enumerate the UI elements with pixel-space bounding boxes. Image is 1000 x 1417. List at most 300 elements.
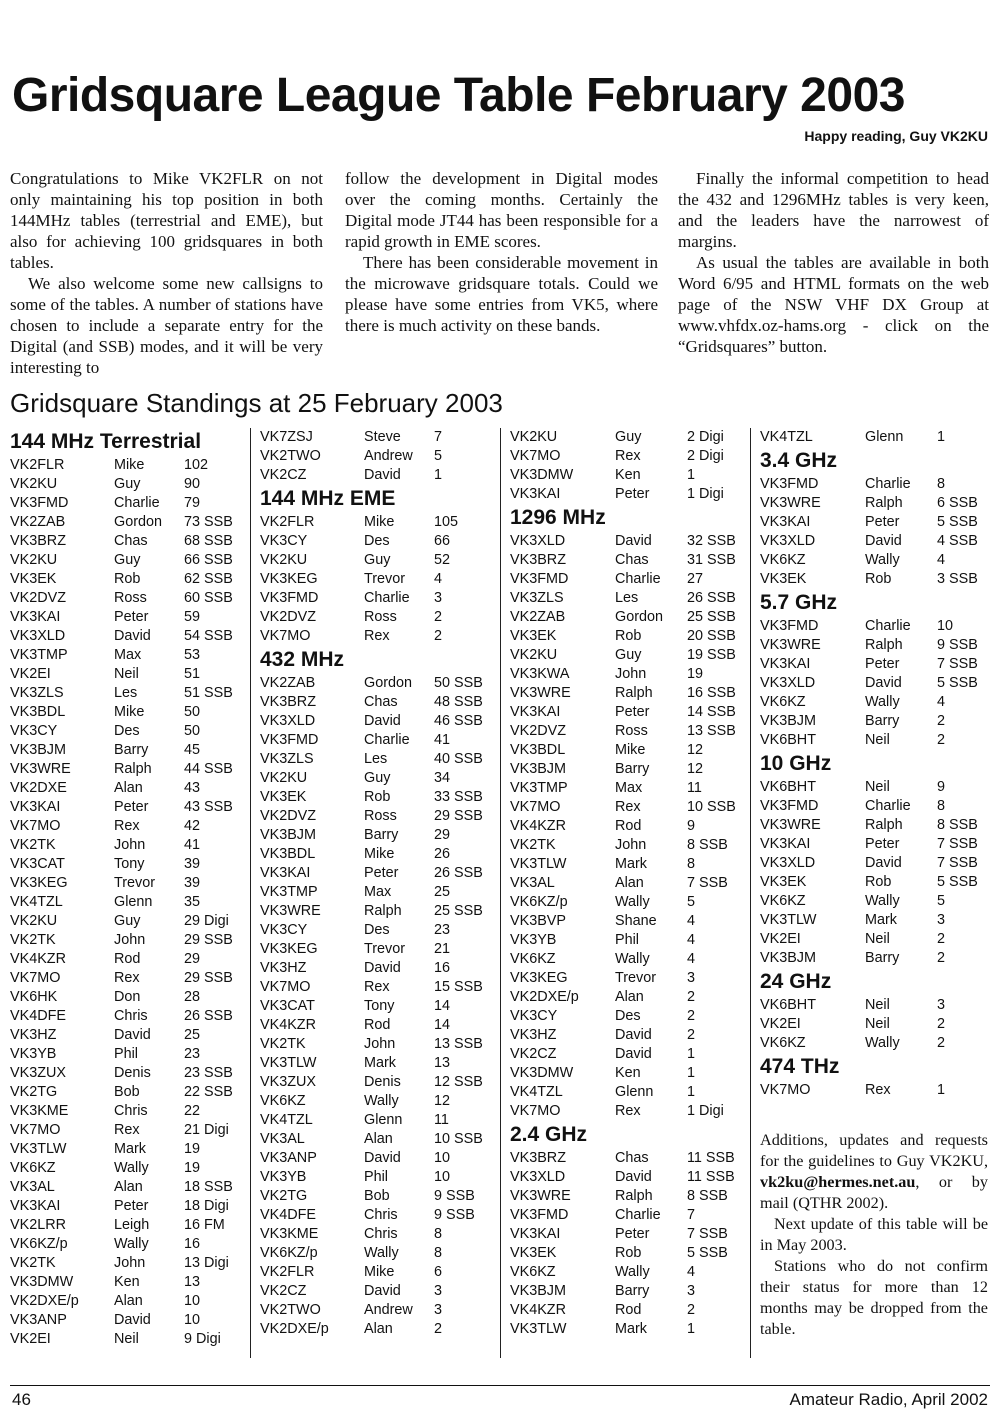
callsign: VK3EK <box>260 789 307 805</box>
table-row <box>260 712 496 731</box>
table-row <box>760 1034 988 1053</box>
callsign: VK2KU <box>10 913 58 929</box>
operator-name: Neil <box>865 779 890 795</box>
table-row <box>10 646 246 665</box>
callsign: VK2FLR <box>260 1264 315 1280</box>
operator-name: Trevor <box>114 875 156 891</box>
callsign: VK3YB <box>510 932 557 948</box>
score: 105 <box>434 514 459 530</box>
intro-column-3 <box>678 168 989 357</box>
operator-name: Guy <box>114 552 141 568</box>
callsign: VK3KAI <box>510 1226 561 1242</box>
table-row <box>760 674 988 693</box>
table-row <box>10 494 246 513</box>
callsign: VK2DVZ <box>260 808 316 824</box>
operator-name: Bob <box>114 1084 140 1100</box>
score: 31 SSB <box>687 552 736 568</box>
operator-name: Peter <box>865 836 900 852</box>
intro-paragraph: We also welcome some new callsigns to some of the tables. A number of stations have chosen to include a separate entry for the Digital (and SSB) modes, and it will be very interesting to <box>10 274 323 377</box>
table-row <box>510 589 746 608</box>
table-row <box>260 978 496 997</box>
callsign: VK2ZAB <box>260 675 316 691</box>
table-row <box>10 589 246 608</box>
table-row <box>510 779 746 798</box>
operator-name: Neil <box>865 732 890 748</box>
callsign: VK2FLR <box>10 457 65 473</box>
score: 11 <box>687 780 702 796</box>
operator-name: Guy <box>114 913 141 929</box>
table-row <box>10 456 246 475</box>
operator-name: Neil <box>114 666 139 682</box>
callsign: VK7MO <box>510 1103 561 1119</box>
score: 10 SSB <box>687 799 736 815</box>
table-row <box>260 750 496 769</box>
intro-column-1 <box>10 168 323 378</box>
table-row <box>510 798 746 817</box>
table-row <box>260 513 496 532</box>
callsign: VK3KAI <box>760 836 811 852</box>
operator-name: Alan <box>114 1293 143 1309</box>
table-row <box>10 1178 246 1197</box>
score: 48 SSB <box>434 694 483 710</box>
callsign: VK3BVP <box>510 913 566 929</box>
callsign: VK3WRE <box>510 685 571 701</box>
operator-name: Charlie <box>865 476 911 492</box>
score: 10 <box>434 1169 451 1185</box>
callsign: VK3WRE <box>760 637 821 653</box>
operator-name: Mike <box>114 457 145 473</box>
score: 3 <box>937 912 946 928</box>
score: 4 <box>687 951 696 967</box>
table-row <box>260 532 496 551</box>
table-row <box>10 1102 246 1121</box>
operator-name: David <box>114 1027 151 1043</box>
callsign: VK3XLD <box>760 675 816 691</box>
table-row <box>510 931 746 950</box>
operator-name: David <box>865 675 902 691</box>
table-row <box>510 1168 746 1187</box>
score: 4 <box>937 552 946 568</box>
operator-name: Ross <box>364 609 397 625</box>
operator-name: Neil <box>865 931 890 947</box>
score: 23 <box>434 922 451 938</box>
score: 1 <box>687 1065 696 1081</box>
score: 35 <box>184 894 201 910</box>
table-row <box>510 1244 746 1263</box>
operator-name: Les <box>615 590 639 606</box>
table-row <box>10 893 246 912</box>
table-row <box>760 570 988 589</box>
operator-name: Max <box>615 780 643 796</box>
operator-name: Andrew <box>364 1302 413 1318</box>
callsign: VK3EK <box>510 628 557 644</box>
table-row <box>760 835 988 854</box>
operator-name: Bob <box>364 1188 390 1204</box>
score: 43 <box>184 780 201 796</box>
callsign: VK3BJM <box>10 742 66 758</box>
callsign: VK6KZ <box>760 552 806 568</box>
table-row <box>760 911 988 930</box>
callsign: VK3XLD <box>260 713 316 729</box>
score: 3 <box>937 997 946 1013</box>
table-row <box>510 447 746 466</box>
callsign: VK6KZ <box>760 893 806 909</box>
score: 102 <box>184 457 209 473</box>
score: 6 <box>434 1264 443 1280</box>
callsign: VK6BHT <box>760 779 816 795</box>
notes-paragraph: Stations who do not confirm their status for more than 12 months may be dropped from the table. <box>760 1257 988 1338</box>
callsign: VK2DVZ <box>260 609 316 625</box>
operator-name: Ken <box>114 1274 140 1290</box>
score: 7 SSB <box>937 656 978 672</box>
table-row <box>510 1083 746 1102</box>
email-link[interactable]: vk2ku@hermes.net.au <box>760 1173 916 1191</box>
table-row <box>260 845 496 864</box>
score: 21 Digi <box>184 1122 229 1138</box>
callsign: VK3EK <box>10 571 57 587</box>
table-row <box>10 779 246 798</box>
callsign: VK3FMD <box>510 1207 569 1223</box>
callsign: VK2EI <box>10 666 51 682</box>
operator-name: Wally <box>615 951 650 967</box>
table-row <box>10 722 246 741</box>
callsign: VK2KU <box>260 552 308 568</box>
score: 22 SSB <box>184 1084 233 1100</box>
score: 13 SSB <box>687 723 736 739</box>
operator-name: Ken <box>615 1065 641 1081</box>
table-row <box>510 665 746 684</box>
column-divider <box>750 428 751 1358</box>
callsign: VK3HZ <box>10 1027 57 1043</box>
operator-name: Guy <box>364 552 391 568</box>
table-row <box>260 959 496 978</box>
callsign: VK3DMW <box>510 467 574 483</box>
table-row <box>760 532 988 551</box>
score: 9 <box>687 818 696 834</box>
score: 41 <box>434 732 451 748</box>
table-row <box>10 665 246 684</box>
score: 2 <box>937 931 946 947</box>
operator-name: John <box>615 666 647 682</box>
operator-name: Guy <box>364 770 391 786</box>
callsign: VK2DXE/p <box>10 1293 79 1309</box>
callsign: VK3BDL <box>10 704 66 720</box>
operator-name: Charlie <box>364 590 410 606</box>
table-row <box>510 912 746 931</box>
score: 5 <box>434 448 443 464</box>
table-row <box>260 1282 496 1301</box>
operator-name: Glenn <box>615 1084 654 1100</box>
operator-name: Rod <box>114 951 141 967</box>
callsign: VK3KAI <box>760 656 811 672</box>
callsign: VK3KAI <box>260 865 311 881</box>
table-row <box>10 627 246 646</box>
table-row <box>10 836 246 855</box>
table-row <box>760 494 988 513</box>
band-header: 1296 MHz <box>510 506 606 529</box>
operator-name: Des <box>114 723 140 739</box>
callsign: VK3KME <box>260 1226 319 1242</box>
callsign: VK3CY <box>260 533 308 549</box>
callsign: VK3KEG <box>10 875 68 891</box>
table-row <box>260 883 496 902</box>
callsign: VK3CAT <box>260 998 315 1014</box>
callsign: VK3BDL <box>510 742 566 758</box>
score: 2 <box>434 609 443 625</box>
callsign: VK2DXE/p <box>510 989 579 1005</box>
score: 2 <box>937 1016 946 1032</box>
table-row <box>510 1007 746 1026</box>
score: 4 <box>687 913 696 929</box>
table-row <box>10 1292 246 1311</box>
table-row <box>510 988 746 1007</box>
callsign: VK7MO <box>260 628 311 644</box>
magazine-issue: Amateur Radio, April 2002 <box>789 1390 988 1409</box>
table-row <box>760 617 988 636</box>
score: 7 SSB <box>687 875 728 891</box>
table-row <box>510 684 746 703</box>
operator-name: Neil <box>865 997 890 1013</box>
table-row <box>260 1187 496 1206</box>
callsign: VK2EI <box>10 1331 51 1347</box>
operator-name: Des <box>364 533 390 549</box>
callsign: VK2TG <box>10 1084 58 1100</box>
score: 15 SSB <box>434 979 483 995</box>
score: 8 <box>434 1226 443 1242</box>
callsign: VK6HK <box>10 989 58 1005</box>
score: 73 SSB <box>184 514 233 530</box>
score: 22 <box>184 1103 201 1119</box>
score: 11 <box>434 1112 449 1128</box>
score: 23 <box>184 1046 201 1062</box>
score: 8 <box>687 856 696 872</box>
operator-name: Peter <box>615 486 650 502</box>
callsign: VK2DVZ <box>510 723 566 739</box>
callsign: VK2CZ <box>510 1046 557 1062</box>
table-row <box>510 608 746 627</box>
operator-name: Ralph <box>615 1188 653 1204</box>
operator-name: Alan <box>114 1179 143 1195</box>
score: 1 <box>687 1321 696 1337</box>
operator-name: Andrew <box>364 448 413 464</box>
score: 79 <box>184 495 201 511</box>
operator-name: Charlie <box>615 1207 661 1223</box>
operator-name: Denis <box>364 1074 401 1090</box>
operator-name: Chris <box>364 1226 398 1242</box>
operator-name: Chris <box>114 1103 148 1119</box>
callsign: VK3YB <box>10 1046 57 1062</box>
table-row <box>260 807 496 826</box>
operator-name: Leigh <box>114 1217 150 1233</box>
score: 26 SSB <box>184 1008 233 1024</box>
table-row <box>510 551 746 570</box>
band-header: 144 MHz EME <box>260 487 396 510</box>
callsign: VK3KAI <box>10 609 61 625</box>
callsign: VK3ZUX <box>10 1065 66 1081</box>
table-row <box>260 428 496 447</box>
operator-name: Les <box>364 751 388 767</box>
page-number: 46 <box>12 1390 31 1409</box>
score: 14 SSB <box>687 704 736 720</box>
band-header: 144 MHz Terrestrial <box>10 430 202 453</box>
table-row <box>260 769 496 788</box>
operator-name: Rod <box>364 1017 391 1033</box>
table-column-2 <box>260 428 496 1339</box>
operator-name: David <box>114 628 151 644</box>
operator-name: Gordon <box>364 675 412 691</box>
table-column-1 <box>10 428 246 1349</box>
table-row <box>260 1073 496 1092</box>
operator-name: Tony <box>114 856 145 872</box>
operator-name: Steve <box>364 429 401 445</box>
operator-name: Charlie <box>615 571 661 587</box>
operator-name: Wally <box>615 1264 650 1280</box>
table-row <box>260 447 496 466</box>
score: 26 <box>434 846 451 862</box>
score: 7 SSB <box>687 1226 728 1242</box>
callsign: VK3TMP <box>10 647 68 663</box>
score: 7 SSB <box>937 855 978 871</box>
table-row <box>760 636 988 655</box>
callsign: VK6KZ <box>10 1160 56 1176</box>
table-row <box>260 731 496 750</box>
callsign: VK3FMD <box>760 798 819 814</box>
score: 9 Digi <box>184 1331 221 1347</box>
score: 2 <box>937 1035 946 1051</box>
callsign: VK3KEG <box>510 970 568 986</box>
score: 62 SSB <box>184 571 233 587</box>
callsign: VK3DMW <box>10 1274 74 1290</box>
callsign: VK3BJM <box>510 1283 566 1299</box>
score: 8 <box>937 798 946 814</box>
score: 46 SSB <box>434 713 483 729</box>
callsign: VK3BJM <box>260 827 316 843</box>
band-header: 24 GHz <box>760 970 832 993</box>
callsign: VK3CY <box>10 723 58 739</box>
callsign: VK4DFE <box>260 1207 316 1223</box>
table-row <box>510 532 746 551</box>
operator-name: David <box>364 960 401 976</box>
score: 25 SSB <box>687 609 736 625</box>
table-row <box>510 855 746 874</box>
callsign: VK7MO <box>10 1122 61 1138</box>
table-row <box>260 1054 496 1073</box>
callsign: VK2TK <box>510 837 556 853</box>
score: 25 SSB <box>434 903 483 919</box>
operator-name: Wally <box>865 552 900 568</box>
operator-name: Barry <box>865 950 900 966</box>
callsign: VK3AL <box>10 1179 55 1195</box>
table-row <box>260 1092 496 1111</box>
operator-name: Peter <box>114 1198 149 1214</box>
band-header: 432 MHz <box>260 648 345 671</box>
score: 21 <box>434 941 451 957</box>
score: 3 <box>687 970 696 986</box>
callsign: VK6KZ/p <box>510 894 568 910</box>
score: 42 <box>184 818 201 834</box>
score: 13 Digi <box>184 1255 229 1271</box>
score: 2 Digi <box>687 448 724 464</box>
table-row <box>10 532 246 551</box>
table-row <box>10 1197 246 1216</box>
score: 8 SSB <box>687 837 728 853</box>
table-row <box>760 513 988 532</box>
operator-name: Guy <box>615 429 642 445</box>
operator-name: Ralph <box>615 685 653 701</box>
operator-name: Wally <box>865 1035 900 1051</box>
score: 1 <box>937 429 946 445</box>
operator-name: Ken <box>615 467 641 483</box>
callsign: VK3FMD <box>260 732 319 748</box>
score: 53 <box>184 647 201 663</box>
callsign: VK3KAI <box>10 1198 61 1214</box>
score: 50 <box>184 723 201 739</box>
operator-name: Ralph <box>865 817 903 833</box>
callsign: VK3WRE <box>260 903 321 919</box>
operator-name: Rob <box>865 571 892 587</box>
operator-name: David <box>615 1027 652 1043</box>
score: 59 <box>184 609 201 625</box>
operator-name: David <box>865 533 902 549</box>
score: 18 SSB <box>184 1179 233 1195</box>
score: 20 SSB <box>687 628 736 644</box>
operator-name: Les <box>114 685 138 701</box>
table-row <box>510 1263 746 1282</box>
callsign: VK7MO <box>760 1082 811 1098</box>
score: 4 SSB <box>937 533 978 549</box>
callsign: VK3FMD <box>10 495 69 511</box>
operator-name: Wally <box>615 894 650 910</box>
operator-name: Barry <box>114 742 149 758</box>
score: 51 <box>184 666 201 682</box>
callsign: VK7MO <box>510 448 561 464</box>
score: 5 SSB <box>937 675 978 691</box>
score: 3 <box>434 1283 443 1299</box>
callsign: VK2DXE <box>10 780 67 796</box>
table-row <box>760 778 988 797</box>
operator-name: Rod <box>615 1302 642 1318</box>
score: 10 <box>184 1293 201 1309</box>
operator-name: Alan <box>364 1321 393 1337</box>
table-row <box>510 466 746 485</box>
score: 29 SSB <box>434 808 483 824</box>
callsign: VK3HZ <box>510 1027 557 1043</box>
callsign: VK2CZ <box>260 467 307 483</box>
callsign: VK3ZLS <box>510 590 564 606</box>
score: 26 SSB <box>687 590 736 606</box>
operator-name: Ross <box>364 808 397 824</box>
operator-name: Mike <box>364 846 395 862</box>
score: 10 SSB <box>434 1131 483 1147</box>
operator-name: Mike <box>364 1264 395 1280</box>
callsign: VK6KZ <box>760 694 806 710</box>
callsign: VK3TLW <box>510 1321 567 1337</box>
callsign: VK6BHT <box>760 732 816 748</box>
table-row <box>760 712 988 731</box>
callsign: VK3BJM <box>760 713 816 729</box>
table-row <box>510 1225 746 1244</box>
operator-name: Charlie <box>114 495 160 511</box>
score: 9 SSB <box>434 1188 475 1204</box>
callsign: VK3ZLS <box>260 751 314 767</box>
callsign: VK2KU <box>10 476 58 492</box>
table-row <box>10 1140 246 1159</box>
table-row <box>510 1282 746 1301</box>
score: 50 <box>184 704 201 720</box>
operator-name: Charlie <box>865 618 911 634</box>
callsign: VK4TZL <box>10 894 63 910</box>
score: 25 <box>434 884 451 900</box>
